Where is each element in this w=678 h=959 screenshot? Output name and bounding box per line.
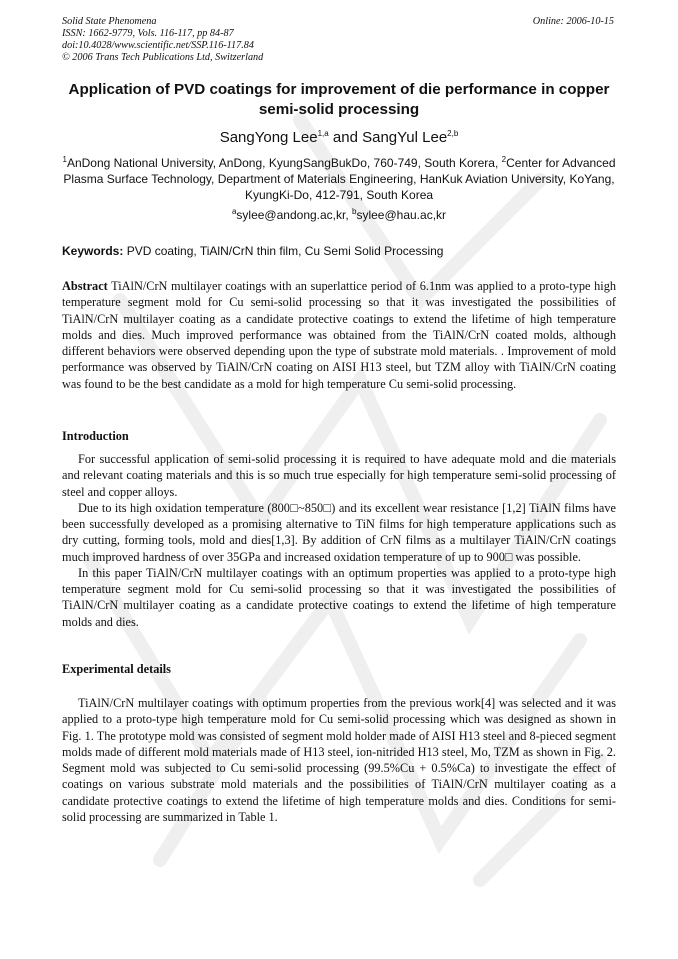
author-superscript: 1,a [317, 129, 329, 138]
keywords-text: PVD coating, TiAlN/CrN thin film, Cu Semi Solid Processing [123, 244, 444, 258]
abstract-label: Abstract [62, 279, 108, 293]
author-name: SangYong Lee [219, 129, 318, 146]
author-superscript: 2,b [447, 129, 459, 138]
introduction-section [62, 451, 616, 630]
journal-issn: ISSN: 1662-9779, Vols. 116-117, pp 84-87 [62, 28, 234, 39]
affiliations [62, 155, 616, 203]
affiliation-marker: 1 [62, 155, 67, 164]
paragraph: TiAlN/CrN multilayer coatings with optimum properties from the previous work[4] was selected and it was applied to a proto-type high temperature mold for Cu semi-solid processing which was designed as shown in Fig. 1. The prototype mold was consisted of segment mold holder made of AISI H13 steel and 8-pieced segment molds made of different mold materials made of H13 steel, ion-nitrided H13 steel, Mo, TZM as shown in Fig. 2. Segment mold was subjected to Cu semi-solid processing (99.5%Cu + 0.5%Ca) to investigate the effect of coatings on various substrate mold materials and the possibilities of TiAlN/CrN multilayer coating as a candidate protective coatings to extend the lifetime of high temperature molds and dies. Conditions for semi-solid processing are summarized in Table 1. [62, 696, 616, 824]
author-name: SangYul Lee [362, 129, 448, 146]
affiliation-marker: 2 [501, 155, 507, 164]
affiliation-text: AnDong National University, AnDong, KyungSangBukDo, 760-749, South Korera, [66, 156, 502, 170]
keywords [62, 243, 616, 259]
journal-header [62, 16, 263, 64]
paper-title: Application of PVD coatings for improvement of die performance in copper semi-solid processing [68, 81, 610, 118]
paragraph: Due to its high oxidation temperature (800□~850□) and its excellent wear resistance [1,2] TiAlN films have been successfully developed as a promising alternative to TiN films for high temperature applications such as dry cutting, forming tools, mold and dies[1,3]. By addition of CrN films as a multilayer TiAlN/CrN coatings much improved hardness of over 35GPa and increased oxidation temperature of up to 900□ was possible. [62, 500, 616, 564]
email-address: sylee@andong.ac,kr, [236, 208, 353, 222]
email-marker: b [352, 207, 357, 216]
keywords-label: Keywords: [62, 244, 124, 258]
experimental-section [62, 695, 616, 825]
journal-copyright: © 2006 Trans Tech Publications Ltd, Switzerland [62, 52, 264, 63]
online-date: Online: 2006-10-15 [532, 16, 614, 27]
email-marker: a [231, 207, 237, 216]
author-connector: and [328, 129, 363, 146]
section-heading-experimental: Experimental details [62, 662, 171, 676]
affiliation-text: Center for Advanced Plasma Surface Technology, Department of Materials Engineering, HanKuk Aviation University, KoYang, KyungKi-Do, 412-791, South Korea [63, 156, 616, 202]
paragraph: For successful application of semi-solid processing it is required to have adequate mold and die materials and relevant coating materials and this is so much true especially for high temperature semi-solid processing of steel and copper alloys. [62, 452, 616, 499]
journal-name: Solid State Phenomena [62, 16, 157, 27]
author-emails [62, 207, 616, 223]
author-line [62, 129, 616, 147]
abstract [62, 278, 616, 392]
journal-doi: doi:10.4028/www.scientific.net/SSP.116-117.84 [62, 40, 254, 51]
section-heading-introduction: Introduction [62, 429, 129, 443]
email-address: sylee@hau.ac,kr [356, 208, 447, 222]
paragraph: In this paper TiAlN/CrN multilayer coatings with an optimum properties was applied to a proto-type high temperature segment mold for Cu semi-solid processing so that it was investigated the possibilities of TiAlN/CrN multilayer coating as a candidate protective coatings to extend the lifetime of high temperature molds and dies. [62, 565, 616, 629]
abstract-text: TiAlN/CrN multilayer coatings with an superlattice period of 6.1nm was applied to a proto-type high temperature segment mold for Cu semi-solid processing so that it was investigated the possibilities of TiAlN/CrN multilayer coating as a candidate protective coatings to extend the lifetime of high temperature molds and dies. Much improved performance was obtained from the TiAlN/CrN coated molds, although different behaviors were observed depending upon the type of substrate mold materials. . Improvement of mold performance was observed by TiAlN/CrN coating on AISI H13 steel, but TZM alloy with TiAlN/CrN coating was found to be the best candidate as a mold for high temperature Cu semi-solid processing. [62, 279, 616, 391]
